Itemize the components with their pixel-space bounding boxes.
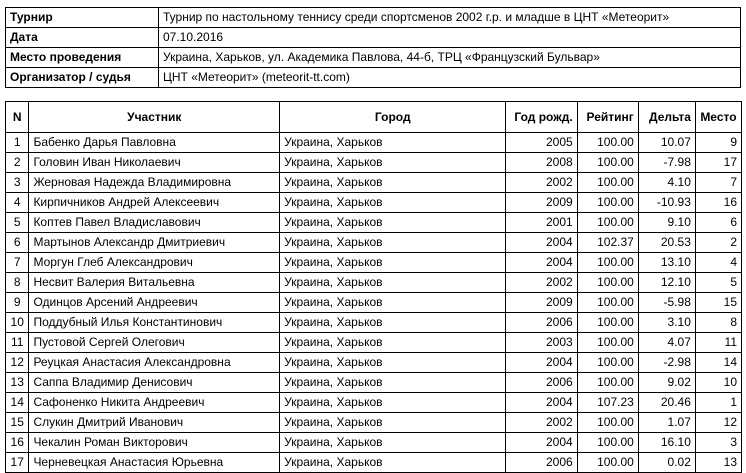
cell-place: 16 xyxy=(695,193,741,213)
results-header-row xyxy=(6,102,742,133)
info-label: Дата xyxy=(6,28,159,48)
cell-delta: 0.02 xyxy=(638,453,695,473)
results-body xyxy=(6,133,742,473)
cell-participant: Одинцов Арсений Андреевич xyxy=(29,293,280,313)
cell-city: Украина, Харьков xyxy=(280,193,506,213)
cell-n: 10 xyxy=(6,313,29,333)
cell-participant: Кирпичников Андрей Алексеевич xyxy=(29,193,280,213)
cell-birth-year: 2002 xyxy=(506,413,577,433)
cell-birth-year: 2002 xyxy=(506,173,577,193)
cell-participant: Сафоненко Никита Андреевич xyxy=(29,393,280,413)
cell-city: Украина, Харьков xyxy=(280,213,506,233)
info-label: Место проведения xyxy=(6,48,159,68)
cell-participant: Бабенко Дарья Павловна xyxy=(29,133,280,153)
cell-rating: 107.23 xyxy=(577,393,638,413)
cell-participant: Поддубный Илья Константинович xyxy=(29,313,280,333)
cell-place: 8 xyxy=(695,313,741,333)
cell-rating: 100.00 xyxy=(577,213,638,233)
cell-participant: Слукин Дмитрий Иванович xyxy=(29,413,280,433)
cell-birth-year: 2004 xyxy=(506,433,577,453)
cell-delta: -2.98 xyxy=(638,353,695,373)
cell-n: 6 xyxy=(6,233,29,253)
cell-place: 15 xyxy=(695,293,741,313)
cell-n: 14 xyxy=(6,393,29,413)
cell-rating: 100.00 xyxy=(577,153,638,173)
cell-city: Украина, Харьков xyxy=(280,133,506,153)
cell-city: Украина, Харьков xyxy=(280,313,506,333)
cell-place: 7 xyxy=(695,173,741,193)
cell-n: 1 xyxy=(6,133,29,153)
cell-n: 7 xyxy=(6,253,29,273)
col-header-rating: Рейтинг xyxy=(577,102,638,133)
col-header-place: Место xyxy=(695,102,741,133)
cell-n: 2 xyxy=(6,153,29,173)
cell-place: 3 xyxy=(695,433,741,453)
cell-delta: 20.46 xyxy=(638,393,695,413)
cell-participant: Моргун Глеб Александрович xyxy=(29,253,280,273)
cell-place: 11 xyxy=(695,333,741,353)
info-label: Турнир xyxy=(6,8,159,28)
table-row xyxy=(6,353,742,373)
cell-n: 17 xyxy=(6,453,29,473)
cell-delta: 12.10 xyxy=(638,273,695,293)
cell-n: 4 xyxy=(6,193,29,213)
cell-participant: Мартынов Александр Дмитриевич xyxy=(29,233,280,253)
cell-city: Украина, Харьков xyxy=(280,173,506,193)
cell-city: Украина, Харьков xyxy=(280,293,506,313)
cell-birth-year: 2006 xyxy=(506,313,577,333)
cell-participant: Жерновая Надежда Владимировна xyxy=(29,173,280,193)
cell-place: 2 xyxy=(695,233,741,253)
cell-delta: 1.07 xyxy=(638,413,695,433)
table-row xyxy=(6,133,742,153)
info-row-venue xyxy=(6,48,741,68)
cell-delta: 3.10 xyxy=(638,313,695,333)
cell-birth-year: 2005 xyxy=(506,133,577,153)
cell-delta: 4.07 xyxy=(638,333,695,353)
cell-rating: 100.00 xyxy=(577,413,638,433)
cell-birth-year: 2008 xyxy=(506,153,577,173)
table-row xyxy=(6,233,742,253)
cell-birth-year: 2006 xyxy=(506,373,577,393)
cell-place: 6 xyxy=(695,213,741,233)
col-header-city: Город xyxy=(280,102,506,133)
cell-birth-year: 2004 xyxy=(506,253,577,273)
cell-participant: Чекалин Роман Викторович xyxy=(29,433,280,453)
cell-delta: 13.10 xyxy=(638,253,695,273)
cell-city: Украина, Харьков xyxy=(280,433,506,453)
cell-n: 9 xyxy=(6,293,29,313)
cell-birth-year: 2004 xyxy=(506,233,577,253)
table-row xyxy=(6,393,742,413)
cell-rating: 102.37 xyxy=(577,233,638,253)
info-label: Организатор / судья xyxy=(6,68,159,88)
cell-rating: 100.00 xyxy=(577,253,638,273)
cell-delta: 20.53 xyxy=(638,233,695,253)
cell-place: 5 xyxy=(695,273,741,293)
table-row xyxy=(6,273,742,293)
cell-place: 12 xyxy=(695,413,741,433)
cell-participant: Несвит Валерия Витальевна xyxy=(29,273,280,293)
info-value: ЦНТ «Метеорит» (meteorit-tt.com) xyxy=(159,68,741,88)
cell-birth-year: 2009 xyxy=(506,293,577,313)
cell-birth-year: 2009 xyxy=(506,193,577,213)
table-row xyxy=(6,153,742,173)
cell-delta: 4.10 xyxy=(638,173,695,193)
cell-participant: Коптев Павел Владиславович xyxy=(29,213,280,233)
cell-city: Украина, Харьков xyxy=(280,353,506,373)
cell-city: Украина, Харьков xyxy=(280,153,506,173)
cell-n: 11 xyxy=(6,333,29,353)
cell-place: 9 xyxy=(695,133,741,153)
cell-participant: Реуцкая Анастасия Александровна xyxy=(29,353,280,373)
cell-birth-year: 2001 xyxy=(506,213,577,233)
cell-city: Украина, Харьков xyxy=(280,413,506,433)
table-row xyxy=(6,373,742,393)
cell-birth-year: 2002 xyxy=(506,273,577,293)
cell-participant: Головин Иван Николаевич xyxy=(29,153,280,173)
info-value: Украина, Харьков, ул. Академика Павлова, 44-б, ТРЦ «Французский Бульвар» xyxy=(159,48,741,68)
cell-delta: -10.93 xyxy=(638,193,695,213)
cell-place: 1 xyxy=(695,393,741,413)
cell-rating: 100.00 xyxy=(577,293,638,313)
cell-n: 12 xyxy=(6,353,29,373)
cell-n: 16 xyxy=(6,433,29,453)
cell-rating: 100.00 xyxy=(577,333,638,353)
cell-rating: 100.00 xyxy=(577,433,638,453)
table-row xyxy=(6,293,742,313)
cell-rating: 100.00 xyxy=(577,453,638,473)
cell-delta: -7.98 xyxy=(638,153,695,173)
cell-city: Украина, Харьков xyxy=(280,233,506,253)
cell-n: 3 xyxy=(6,173,29,193)
col-header-birth-year: Год рожд. xyxy=(506,102,577,133)
table-row xyxy=(6,333,742,353)
table-row xyxy=(6,173,742,193)
cell-birth-year: 2003 xyxy=(506,333,577,353)
cell-place: 13 xyxy=(695,453,741,473)
cell-city: Украина, Харьков xyxy=(280,253,506,273)
table-row xyxy=(6,453,742,473)
table-row xyxy=(6,433,742,453)
tournament-info-table xyxy=(5,7,741,88)
table-row xyxy=(6,193,742,213)
table-row xyxy=(6,213,742,233)
cell-birth-year: 2006 xyxy=(506,453,577,473)
cell-rating: 100.00 xyxy=(577,313,638,333)
info-value: 07.10.2016 xyxy=(159,28,741,48)
cell-city: Украина, Харьков xyxy=(280,273,506,293)
col-header-delta: Дельта xyxy=(638,102,695,133)
cell-place: 10 xyxy=(695,373,741,393)
cell-city: Украина, Харьков xyxy=(280,453,506,473)
cell-rating: 100.00 xyxy=(577,353,638,373)
table-row xyxy=(6,413,742,433)
cell-city: Украина, Харьков xyxy=(280,333,506,353)
cell-rating: 100.00 xyxy=(577,373,638,393)
cell-rating: 100.00 xyxy=(577,273,638,293)
cell-delta: -5.98 xyxy=(638,293,695,313)
cell-delta: 9.10 xyxy=(638,213,695,233)
cell-place: 17 xyxy=(695,153,741,173)
cell-birth-year: 2004 xyxy=(506,393,577,413)
cell-participant: Саппа Владимир Денисович xyxy=(29,373,280,393)
cell-place: 4 xyxy=(695,253,741,273)
cell-delta: 10.07 xyxy=(638,133,695,153)
cell-rating: 100.00 xyxy=(577,193,638,213)
cell-place: 14 xyxy=(695,353,741,373)
info-row-organizer xyxy=(6,68,741,88)
cell-n: 15 xyxy=(6,413,29,433)
cell-n: 8 xyxy=(6,273,29,293)
cell-delta: 9.02 xyxy=(638,373,695,393)
table-row xyxy=(6,313,742,333)
cell-delta: 16.10 xyxy=(638,433,695,453)
cell-participant: Черневецкая Анастасия Юрьевна xyxy=(29,453,280,473)
cell-n: 5 xyxy=(6,213,29,233)
col-header-n: N xyxy=(6,102,29,133)
results-table xyxy=(5,101,742,473)
info-row-date xyxy=(6,28,741,48)
cell-participant: Пустовой Сергей Олегович xyxy=(29,333,280,353)
cell-n: 13 xyxy=(6,373,29,393)
cell-city: Украина, Харьков xyxy=(280,373,506,393)
cell-rating: 100.00 xyxy=(577,173,638,193)
table-row xyxy=(6,253,742,273)
info-value: Турнир по настольному теннису среди спортсменов 2002 г.р. и младше в ЦНТ «Метеорит» xyxy=(159,8,741,28)
cell-rating: 100.00 xyxy=(577,133,638,153)
cell-birth-year: 2004 xyxy=(506,353,577,373)
col-header-participant: Участник xyxy=(29,102,280,133)
cell-city: Украина, Харьков xyxy=(280,393,506,413)
info-row-tournament xyxy=(6,8,741,28)
